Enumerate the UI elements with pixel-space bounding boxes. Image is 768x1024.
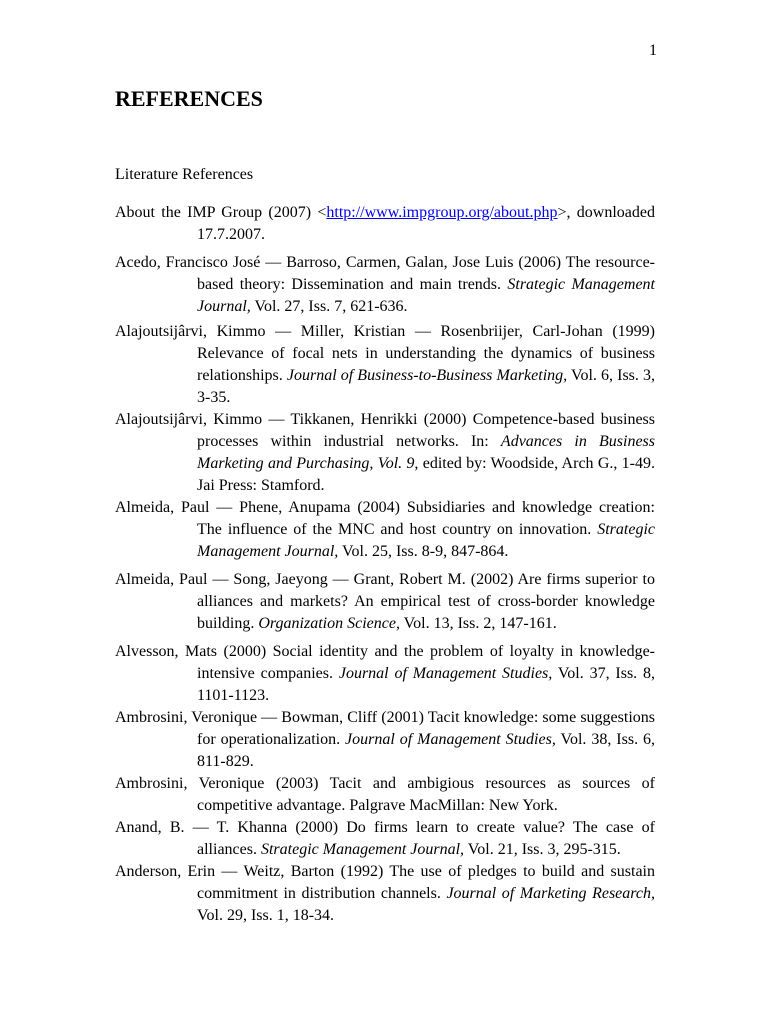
- reference-text: About the IMP Group (2007) <: [115, 204, 327, 221]
- reference-text: Alajoutsijârvi, Kimmo — Miller, Kristian — Rosenbriijer, Carl-Johan (1999) Relevance of focal nets in understanding the dynamics of business relationships.: [115, 323, 655, 384]
- reference-journal: Strategic Management Journal,: [260, 841, 465, 858]
- reference-entry: [115, 773, 655, 817]
- section-title: Literature References: [115, 166, 254, 183]
- reference-entry: [115, 409, 655, 497]
- reference-text: Vol. 13, Iss. 2, 147-161.: [399, 615, 557, 632]
- reference-journal: Journal of Business-to-Business Marketing,: [286, 367, 568, 384]
- page-title: REFERENCES: [115, 86, 263, 111]
- reference-list: [115, 202, 655, 927]
- reference-text: Anderson, Erin — Weitz, Barton (1992) The use of pledges to build and sustain commitment in distribution channels.: [115, 863, 655, 902]
- reference-text: Vol. 21, Iss. 3, 295-315.: [464, 841, 621, 858]
- reference-text: Vol. 29, Iss. 1, 18-34.: [197, 907, 335, 924]
- reference-text: Anand, B. — T. Khanna (2000) Do firms learn to create value? The case of alliances.: [115, 819, 655, 858]
- reference-text: Ambrosini, Veronique (2003) Tacit and ambigious resources as sources of competitive advantage. Palgrave MacMillan: New York.: [115, 775, 655, 814]
- reference-journal: Strategic Management Journal,: [197, 276, 656, 315]
- reference-text: Acedo, Francisco José — Barroso, Carmen, Galan, Jose Luis (2006) The resource-based theory: Dissemination and main trends.: [115, 254, 655, 293]
- reference-text: Vol. 27, Iss. 7, 621-636.: [250, 298, 408, 315]
- reference-entry: [115, 497, 655, 563]
- reference-text: Almeida, Paul — Phene, Anupama (2004) Subsidiaries and knowledge creation: The influence of the MNC and host country on innovation.: [115, 499, 655, 538]
- reference-entry: [115, 861, 655, 927]
- reference-text: Alvesson, Mats (2000) Social identity and the problem of loyalty in knowledge-intensive companies.: [115, 643, 655, 682]
- reference-journal: Journal of Management Studies,: [345, 731, 556, 748]
- reference-text: Vol. 37, Iss. 8, 1101-1123.: [197, 665, 656, 704]
- reference-entry: [115, 569, 655, 635]
- reference-text: Alajoutsijârvi, Kimmo — Tikkanen, Henrikki (2000) Competence-based business processes within industrial networks. In:: [115, 411, 655, 450]
- page-number: 1: [649, 42, 657, 59]
- reference-journal: Journal of Marketing Research,: [446, 885, 656, 902]
- reference-entry: [115, 817, 655, 861]
- reference-entry: [115, 252, 655, 318]
- reference-entry: [115, 641, 655, 707]
- reference-link[interactable]: http://www.impgroup.org/about.php: [326, 204, 558, 221]
- reference-journal: Advances in Business Marketing and Purchasing, Vol. 9,: [197, 433, 656, 472]
- reference-text: Almeida, Paul — Song, Jaeyong — Grant, Robert M. (2002) Are firms superior to alliances and markets? An empirical test of cross-border knowledge building.: [115, 571, 655, 632]
- reference-text: Vol. 6, Iss. 3, 3-35.: [197, 367, 655, 406]
- reference-journal: Journal of Management Studies,: [338, 665, 553, 682]
- reference-text: Ambrosini, Veronique — Bowman, Cliff (2001) Tacit knowledge: some suggestions for operationalization.: [115, 709, 655, 748]
- reference-text: edited by: Woodside, Arch G., 1-49. Jai Press: Stamford.: [197, 455, 655, 494]
- reference-journal: Organization Science,: [258, 615, 400, 632]
- reference-text: >, downloaded 17.7.2007.: [197, 204, 655, 243]
- reference-text: Vol. 38, Iss. 6, 811-829.: [197, 731, 656, 770]
- reference-entry: [115, 202, 655, 246]
- reference-entry: [115, 321, 655, 409]
- reference-text: Vol. 25, Iss. 8-9, 847-864.: [338, 543, 509, 560]
- reference-entry: [115, 707, 655, 773]
- reference-journal: Strategic Management Journal,: [197, 521, 655, 560]
